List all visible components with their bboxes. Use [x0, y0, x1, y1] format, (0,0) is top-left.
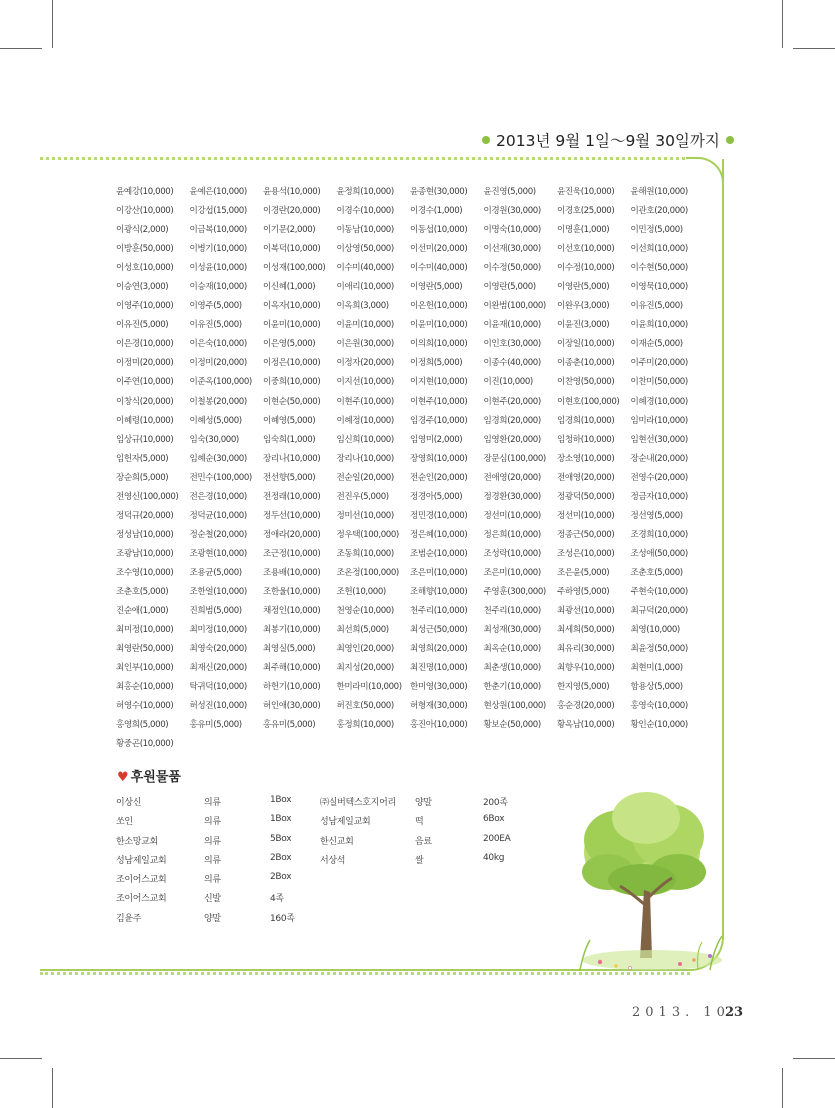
donor-entry: 전정래(10,000)	[263, 491, 321, 502]
item-category: 의류	[204, 817, 221, 828]
item-row	[320, 795, 553, 814]
donor-entry: 조광현(10,000)	[189, 548, 247, 559]
donor-entry: 이유진(5,000)	[189, 320, 242, 331]
donor-entry: 이정희(5,000)	[410, 358, 463, 369]
donor-entry: 조춘호(5,000)	[630, 567, 683, 578]
donor-entry: 조은미(10,000)	[483, 567, 541, 578]
donor-entry: 이광식(2,000)	[116, 225, 169, 236]
bullet-dot-icon	[482, 136, 490, 144]
donor-entry: 이경원(30,000)	[483, 206, 541, 217]
donor-entry: 최홍순(10,000)	[116, 682, 174, 693]
donor-entry: 정순철(20,000)	[189, 529, 247, 540]
donor-entry: 조춘호(5,000)	[116, 586, 169, 597]
donor-entry: 이혜경(10,000)	[630, 396, 688, 407]
donor-entry: 이혜정(10,000)	[336, 415, 394, 426]
donor-entry: 이철봉(20,000)	[189, 396, 247, 407]
donor-entry: 이유진(5,000)	[116, 320, 169, 331]
donor-entry: 임현선(30,000)	[630, 434, 688, 445]
donor-entry: 윤예은(10,000)	[189, 187, 247, 197]
item-row	[116, 795, 340, 814]
donor-entry: 장리나(10,000)	[336, 453, 394, 464]
donor-entry: 이강섭(15,000)	[189, 206, 247, 217]
donor-entry: 이금복(10,000)	[189, 225, 247, 236]
donor-entry: 임영미(2,000)	[410, 434, 463, 445]
item-qty: 2Box	[270, 872, 292, 883]
donor-entry: 최진명(10,000)	[410, 663, 468, 674]
donor-entry: 최성재(30,000)	[483, 625, 541, 636]
item-category: 신발	[204, 894, 221, 905]
donor-entry: 최광선(10,000)	[557, 606, 615, 617]
donor-entry: 천주리(10,000)	[483, 606, 541, 617]
donor-entry: 이신혜(1,000)	[263, 282, 316, 293]
donor-list	[116, 183, 706, 754]
donor-entry: 최영숙(20,000)	[189, 644, 247, 655]
donor-entry: 정광덕(50,000)	[557, 491, 615, 502]
donor-entry: 최봉기(10,000)	[263, 625, 321, 636]
item-donor: 쏘인	[116, 817, 133, 828]
donor-entry: 이지선(10,000)	[336, 377, 394, 388]
donor-entry: 최규덕(20,000)	[630, 606, 688, 617]
donor-entry: 한미영(30,000)	[410, 682, 468, 693]
donor-entry: 이영묵(10,000)	[630, 282, 688, 293]
donor-entry: 조은윤(5,000)	[557, 567, 610, 578]
donor-entry: 이영란(5,000)	[410, 282, 463, 293]
crop-mark	[0, 48, 42, 49]
donor-entry: 이옥희(3,000)	[336, 301, 389, 312]
donor-entry: 전순인(20,000)	[410, 472, 468, 483]
donor-entry: 정민경(10,000)	[410, 510, 468, 521]
donor-entry: 조수영(10,000)	[116, 567, 174, 578]
item-donor: ㈜실버텍스호지어리	[320, 798, 396, 808]
donor-entry: 이완우(3,000)	[557, 301, 610, 312]
donor-entry: 이정미(20,000)	[116, 358, 174, 369]
donor-entry: 전애영(20,000)	[483, 472, 541, 483]
donor-entry: 이윤미(10,000)	[263, 320, 321, 331]
donor-entry: 이은숙(10,000)	[189, 339, 247, 350]
donor-entry: 허성진(10,000)	[189, 701, 247, 712]
donor-entry: 이애리(10,000)	[336, 282, 394, 293]
donor-entry: 이재순(5,000)	[630, 339, 683, 350]
donor-entry: 이윤미(10,000)	[410, 320, 468, 331]
donor-entry: 황중곤(10,000)	[116, 739, 174, 750]
donor-entry: 정은희(10,000)	[483, 529, 541, 540]
item-donor: 한신교회	[320, 836, 354, 847]
donor-entry: 정애라(20,000)	[263, 529, 321, 540]
donor-entry: 이인호(30,000)	[483, 339, 541, 350]
donor-entry: 현상원(100,000)	[483, 701, 546, 712]
donor-entry: 천영순(10,000)	[336, 606, 394, 617]
donor-entry: 최영란(50,000)	[116, 644, 174, 655]
donor-entry: 정미선(10,000)	[336, 510, 394, 521]
item-qty: 1Box	[270, 814, 292, 825]
donor-entry: 이찬미(50,000)	[630, 377, 688, 388]
donor-entry: 정덕균(10,000)	[189, 510, 247, 521]
donor-entry: 최세희(50,000)	[557, 625, 615, 636]
donor-entry: 주영훈(300,000)	[483, 586, 546, 597]
donor-entry: 전애영(20,000)	[557, 472, 615, 483]
donor-entry: 최윤정(50,000)	[630, 644, 688, 655]
donor-entry: 이방훈(50,000)	[116, 244, 174, 255]
donor-entry: 이수정(10,000)	[557, 263, 615, 274]
donor-entry: 전진우(5,000)	[336, 491, 389, 502]
donor-entry: 전순일(20,000)	[336, 472, 394, 483]
donor-entry: 이의희(10,000)	[410, 339, 468, 350]
donor-entry: 조범순(10,000)	[410, 548, 468, 559]
heart-icon: ♥	[117, 770, 129, 785]
donor-entry: 홍진아(10,000)	[410, 720, 468, 731]
donor-entry: 홍정희(10,000)	[336, 720, 394, 731]
donor-entry: 이수미(40,000)	[336, 263, 394, 274]
donor-entry: 장소영(10,000)	[557, 453, 615, 464]
donor-entry: 이복덕(10,000)	[263, 244, 321, 255]
item-qty: 2Box	[270, 852, 292, 863]
donor-entry: 조광남(10,000)	[116, 548, 174, 559]
donor-entry: 탁귀덕(10,000)	[189, 682, 247, 693]
donor-entry: 정경환(30,000)	[483, 491, 541, 502]
donor-entry: 이성윤(10,000)	[189, 263, 247, 274]
item-row	[320, 834, 553, 853]
donor-entry: 이혜령(10,000)	[116, 415, 174, 426]
donor-entry: 이현주(20,000)	[483, 396, 541, 407]
item-qty: 200족	[483, 798, 508, 808]
donor-entry: 정경아(5,000)	[410, 491, 463, 502]
donor-entry: 이명훈(1,000)	[557, 225, 610, 236]
donor-entry: 홍영희(5,000)	[116, 720, 169, 731]
crop-mark	[782, 0, 783, 48]
donor-entry: 한지영(5,000)	[557, 682, 610, 693]
crop-mark	[0, 1058, 42, 1059]
item-qty: 200EA	[483, 833, 511, 844]
donor-entry: 윤해원(10,000)	[630, 187, 688, 197]
donor-entry: 황인순(10,000)	[630, 720, 688, 731]
item-donor: 김윤주	[116, 913, 142, 924]
donor-entry: 최영희(20,000)	[410, 644, 468, 655]
donor-entry: 이현주(10,000)	[336, 396, 394, 407]
item-donor: 조이어스교회	[116, 894, 167, 905]
donor-entry: 함용상(5,000)	[630, 682, 683, 693]
item-donor: 한소망교회	[116, 836, 158, 847]
donor-entry: 채정인(10,000)	[263, 606, 321, 617]
donor-entry: 조경희(10,000)	[630, 529, 688, 540]
donor-entry: 허형재(30,000)	[410, 701, 468, 712]
item-category: 의류	[204, 836, 221, 847]
donor-entry: 정선미(10,000)	[483, 510, 541, 521]
donor-entry: 허진호(50,000)	[336, 701, 394, 712]
item-donor: 성남제일교회	[116, 855, 167, 866]
donor-entry: 정금자(10,000)	[630, 491, 688, 502]
donor-entry: 최지성(20,000)	[336, 663, 394, 674]
donor-entry: 이현호(100,000)	[557, 396, 620, 407]
donor-entry: 윤진영(5,000)	[483, 187, 536, 197]
donor-entry: 조헌(10,000)	[336, 586, 386, 597]
donor-entry: 이경호(25,000)	[557, 206, 615, 217]
donor-entry: 최현미(1,000)	[630, 663, 683, 674]
donor-entry: 윤용석(10,000)	[263, 187, 321, 197]
donor-entry: 이영란(5,000)	[483, 282, 536, 293]
donor-entry: 이영주(10,000)	[116, 301, 174, 312]
donor-entry: 장리나(10,000)	[263, 453, 321, 464]
item-qty: 40kg	[483, 852, 505, 863]
donor-entry: 조성은(10,000)	[557, 548, 615, 559]
donor-entry: 황옥남(10,000)	[557, 720, 615, 731]
donor-entry: 이수미(40,000)	[410, 263, 468, 274]
donor-entry: 정은혜(10,000)	[410, 529, 468, 540]
donor-entry: 최옥순(10,000)	[483, 644, 541, 655]
donor-entry: 이주연(10,000)	[116, 377, 174, 388]
donor-entry: 이수정(50,000)	[483, 263, 541, 274]
donor-entry: 전선향(5,000)	[263, 472, 316, 483]
donor-entry: 이주미(20,000)	[630, 358, 688, 369]
donor-entry: 황보순(50,000)	[483, 720, 541, 731]
item-row	[116, 853, 340, 872]
donor-entry: 최미정(10,000)	[189, 625, 247, 636]
donor-entry: 이기문(2,000)	[263, 225, 316, 236]
donor-entry: 이종춘(10,000)	[557, 358, 615, 369]
donor-entry: 이경수(1,000)	[410, 206, 463, 217]
donor-entry: 이수현(50,000)	[630, 263, 688, 274]
donor-entry: 이경수(10,000)	[336, 206, 394, 217]
donor-entry: 최유리(30,000)	[557, 644, 615, 655]
donor-entry: 임경희(10,000)	[557, 415, 615, 426]
donor-entry: 이윤진(3,000)	[557, 320, 610, 331]
donor-entry: 조용균(5,000)	[189, 567, 242, 578]
donor-entry: 이관호(20,000)	[630, 206, 688, 217]
donor-entry: 홍유미(5,000)	[189, 720, 242, 731]
item-row	[116, 872, 340, 891]
donor-entry: 이준옥(100,000)	[189, 377, 252, 388]
item-qty: 1Box	[270, 795, 292, 805]
donor-entry: 이현순(50,000)	[263, 396, 321, 407]
donor-entry: 이동남(10,000)	[336, 225, 394, 236]
donor-entry: 이선희(10,000)	[630, 244, 688, 255]
donor-entry: 최영실(5,000)	[263, 644, 316, 655]
donor-entry: 최향우(10,000)	[557, 663, 615, 674]
donor-entry: 이혜성(5,000)	[189, 415, 242, 426]
donor-entry: 임경희(20,000)	[483, 415, 541, 426]
items-section-title	[117, 766, 181, 785]
donor-entry: 최선희(5,000)	[336, 625, 389, 636]
donor-entry: 천주리(10,000)	[410, 606, 468, 617]
donor-entry: 이윤미(10,000)	[336, 320, 394, 331]
item-row	[320, 814, 553, 833]
donor-entry: 조성락(10,000)	[483, 548, 541, 559]
tree-illustration-icon	[560, 780, 735, 975]
period-header	[482, 128, 734, 152]
donor-entry: 이승연(3,000)	[116, 282, 169, 293]
donor-entry: 임숙희(1,000)	[263, 434, 316, 445]
donor-entry: 임혜순(30,000)	[189, 453, 247, 464]
donor-entry: 정덕규(20,000)	[116, 510, 174, 521]
donor-entry: 이윤재(10,000)	[483, 320, 541, 331]
items-title-text: 후원물품	[130, 770, 181, 785]
donor-entry: 장영희(10,000)	[410, 453, 468, 464]
donor-entry: 최인부(10,000)	[116, 663, 174, 674]
donor-entry: 홍유미(5,000)	[263, 720, 316, 731]
donor-entry: 조근정(10,000)	[263, 548, 321, 559]
item-qty: 5Box	[270, 833, 292, 844]
donor-entry: 이유진(5,000)	[630, 301, 683, 312]
donor-entry: 정두선(10,000)	[263, 510, 321, 521]
donor-entry: 윤진욱(10,000)	[557, 187, 615, 197]
donor-entry: 이정미(20,000)	[189, 358, 247, 369]
donor-entry: 이은원(30,000)	[336, 339, 394, 350]
page-number: 23	[725, 1005, 744, 1020]
donor-entry: 이선미(20,000)	[410, 244, 468, 255]
donor-entry: 조한얼(10,000)	[189, 586, 247, 597]
donor-entry: 홍순경(20,000)	[557, 701, 615, 712]
donor-entry: 윤종현(30,000)	[410, 187, 468, 197]
donor-entry: 주하영(5,000)	[557, 586, 610, 597]
item-row	[116, 814, 340, 833]
items-list-left	[116, 795, 340, 930]
donor-entry: 임숙(30,000)	[189, 434, 239, 445]
crop-mark	[52, 1068, 53, 1108]
item-category: 음료	[415, 836, 432, 847]
donor-entry: 이경란(20,000)	[263, 206, 321, 217]
donor-entry: 이동섭(10,000)	[410, 225, 468, 236]
donor-entry: 최영인(20,000)	[336, 644, 394, 655]
item-category: 떡	[415, 817, 424, 828]
donor-entry: 허인애(30,000)	[263, 701, 321, 712]
item-row	[116, 891, 340, 910]
donor-entry: 최주해(10,000)	[263, 663, 321, 674]
donor-entry: 이상영(50,000)	[336, 244, 394, 255]
donor-entry: 전영신(100,000)	[116, 491, 179, 502]
donor-entry: 조한울(10,000)	[263, 586, 321, 597]
donor-entry: 정종근(50,000)	[557, 529, 615, 540]
donor-entry: 최춘생(10,000)	[483, 663, 541, 674]
item-row	[116, 911, 340, 930]
item-qty: 4족	[270, 894, 284, 905]
item-donor: 조이어스교회	[116, 875, 167, 886]
donor-entry: 장문심(100,000)	[483, 453, 546, 464]
item-category: 양말	[204, 913, 221, 924]
donor-entry: 이완범(100,000)	[483, 301, 546, 312]
donor-entry: 이승재(10,000)	[189, 282, 247, 293]
donor-entry: 전민수(100,000)	[189, 472, 252, 483]
donor-entry: 이선재(30,000)	[483, 244, 541, 255]
donor-entry: 정성남(10,000)	[116, 529, 174, 540]
donor-entry: 이민정(5,000)	[630, 225, 683, 236]
item-category: 의류	[204, 875, 221, 886]
donor-entry: 전은경(10,000)	[189, 491, 247, 502]
donor-entry: 이장일(10,000)	[557, 339, 615, 350]
item-row	[116, 834, 340, 853]
donor-entry: 홍영숙(10,000)	[630, 701, 688, 712]
item-donor: 서상석	[320, 855, 346, 866]
donor-entry: 윤예강(10,000)	[116, 187, 174, 197]
donor-entry: 최재신(20,000)	[189, 663, 247, 674]
donor-entry: 주현숙(10,000)	[630, 586, 688, 597]
donor-entry: 이명숙(10,000)	[483, 225, 541, 236]
donor-entry: 이은경(10,000)	[116, 339, 174, 350]
donor-entry: 이선호(10,000)	[557, 244, 615, 255]
item-category: 의류	[204, 798, 221, 808]
item-row	[320, 853, 553, 872]
donor-entry: 이성호(10,000)	[116, 263, 174, 274]
donor-entry: 하헌기(10,000)	[263, 682, 321, 693]
donor-entry: 이은영(5,000)	[263, 339, 316, 350]
donor-entry: 이정은(10,000)	[263, 358, 321, 369]
donor-entry: 허영수(10,000)	[116, 701, 174, 712]
donor-entry: 조성애(50,000)	[630, 548, 688, 559]
donor-entry: 전영수(20,000)	[630, 472, 688, 483]
donor-entry: 이진(10,000)	[483, 377, 533, 388]
item-donor: 성남제일교회	[320, 817, 371, 828]
donor-entry: 이옥자(10,000)	[263, 301, 321, 312]
item-qty: 6Box	[483, 814, 505, 825]
donor-entry: 진순애(1,000)	[116, 606, 169, 617]
donor-entry: 이영주(5,000)	[189, 301, 242, 312]
donor-entry: 이중희(10,000)	[263, 377, 321, 388]
donor-entry: 이종수(40,000)	[483, 358, 541, 369]
donor-entry: 이혜영(5,000)	[263, 415, 316, 426]
donor-entry: 임헌자(5,000)	[116, 453, 169, 464]
crop-mark	[52, 0, 53, 48]
crop-mark	[782, 1068, 783, 1108]
crop-mark	[793, 1058, 835, 1059]
donor-entry: 한춘기(10,000)	[483, 682, 541, 693]
donor-entry: 임경주(10,000)	[410, 415, 468, 426]
donor-entry: 임미라(10,000)	[630, 415, 688, 426]
issue-date: 2013. 10	[632, 1005, 730, 1020]
donor-entry: 조용배(10,000)	[263, 567, 321, 578]
item-category: 쌀	[415, 855, 424, 866]
donor-entry: 정선미(10,000)	[557, 510, 615, 521]
donor-entry: 최성근(50,000)	[410, 625, 468, 636]
donor-entry: 이지현(10,000)	[410, 377, 468, 388]
donor-entry: 임신희(10,000)	[336, 434, 394, 445]
donor-entry: 임영환(20,000)	[483, 434, 541, 445]
donor-entry: 장순희(5,000)	[116, 472, 169, 483]
donor-entry: 최영(10,000)	[630, 625, 680, 636]
period-text: 2013년 9월 1일～9월 30일까지	[496, 132, 720, 150]
donor-entry: 이병기(10,000)	[189, 244, 247, 255]
donor-entry: 이창식(20,000)	[116, 396, 174, 407]
donor-entry: 이성재(100,000)	[263, 263, 326, 274]
item-donor: 이상신	[116, 798, 142, 808]
donor-entry: 이찬영(50,000)	[557, 377, 615, 388]
donor-entry: 정우택(100,000)	[336, 529, 399, 540]
donor-entry: 조은미(10,000)	[410, 567, 468, 578]
donor-entry: 임상규(10,000)	[116, 434, 174, 445]
donor-entry: 임청하(10,000)	[557, 434, 615, 445]
donor-entry: 조동희(10,000)	[336, 548, 394, 559]
item-category: 양말	[415, 798, 432, 808]
item-qty: 160족	[270, 913, 295, 924]
donor-entry: 정선영(5,000)	[630, 510, 683, 521]
donor-entry: 이현주(10,000)	[410, 396, 468, 407]
donor-entry: 한미라미(10,000)	[336, 682, 402, 693]
donor-entry: 조해향(10,000)	[410, 586, 468, 597]
crop-mark	[793, 48, 835, 49]
donor-entry: 조온정(100,000)	[336, 567, 399, 578]
donor-entry: 윤정희(10,000)	[336, 187, 394, 197]
donor-entry: 이영란(5,000)	[557, 282, 610, 293]
items-list-right	[320, 795, 553, 872]
donor-entry: 진희범(5,000)	[189, 606, 242, 617]
donor-entry: 장순내(20,000)	[630, 453, 688, 464]
donor-entry: 이윤희(10,000)	[630, 320, 688, 331]
donor-entry: 이온헌(10,000)	[410, 301, 468, 312]
item-category: 의류	[204, 855, 221, 866]
donor-entry: 최미정(10,000)	[116, 625, 174, 636]
donor-entry: 이강산(10,000)	[116, 206, 174, 217]
bullet-dot-icon	[726, 136, 734, 144]
donor-entry: 이정자(20,000)	[336, 358, 394, 369]
